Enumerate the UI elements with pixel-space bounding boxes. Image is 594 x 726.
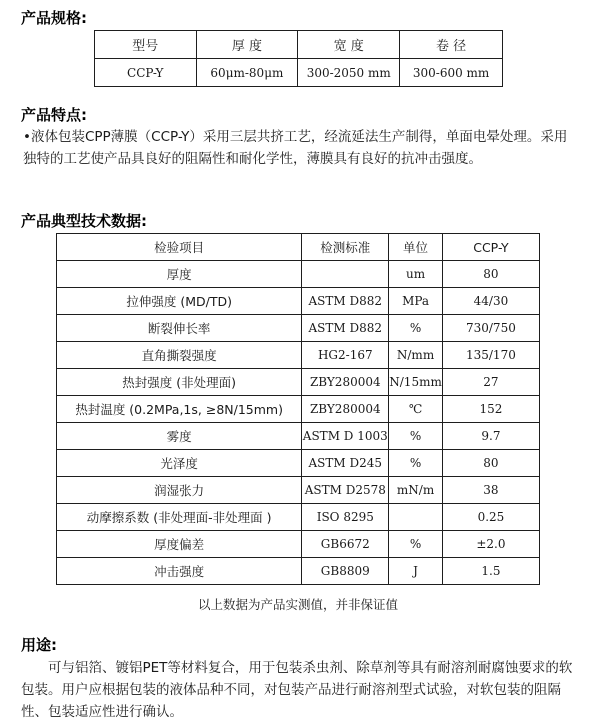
tech-header-unit: 单位 bbox=[389, 234, 443, 261]
usage-heading: 用途: bbox=[21, 636, 57, 654]
tech-value: 38 bbox=[442, 477, 539, 504]
table-row bbox=[57, 558, 540, 585]
tech-item: 热封强度 (非处理面) bbox=[57, 369, 302, 396]
tech-item: 断裂伸长率 bbox=[57, 315, 302, 342]
tech-value: 27 bbox=[442, 369, 539, 396]
spec-header-model: 型号 bbox=[95, 31, 197, 59]
table-row bbox=[57, 531, 540, 558]
features-text: •液体包装CPP薄膜（CCP-Y）采用三层共挤工艺，经流延法生产制得，单面电晕处理。采用独特的工艺使产品具良好的阻隔性和耐化学性，薄膜具有良好的抗冲击强度。 bbox=[23, 129, 568, 167]
tech-value: 1.5 bbox=[442, 558, 539, 585]
table-row bbox=[57, 477, 540, 504]
table-note: 以上数据为产品实测值，并非保证值 bbox=[197, 597, 398, 612]
tech-standard: ASTM D245 bbox=[302, 450, 389, 477]
tech-table bbox=[56, 233, 540, 585]
tech-unit: % bbox=[389, 315, 443, 342]
tech-value: 135/170 bbox=[442, 342, 539, 369]
tech-unit: % bbox=[389, 423, 443, 450]
table-row bbox=[57, 342, 540, 369]
tech-value: 730/750 bbox=[442, 315, 539, 342]
tech-standard: ASTM D882 bbox=[302, 315, 389, 342]
tech-unit: mN/m bbox=[389, 477, 443, 504]
tech-value: 44/30 bbox=[442, 288, 539, 315]
tech-item: 拉伸强度 (MD/TD) bbox=[57, 288, 302, 315]
tech-item: 动摩擦系数 (非处理面-非处理面 ) bbox=[57, 504, 302, 531]
spec-header-width: 宽 度 bbox=[298, 31, 400, 59]
tech-standard: ASTM D2578 bbox=[302, 477, 389, 504]
tech-unit: N/15mm bbox=[389, 369, 443, 396]
table-row bbox=[57, 315, 540, 342]
spec-thickness: 60μm-80μm bbox=[196, 59, 298, 87]
tech-item: 直角撕裂强度 bbox=[57, 342, 302, 369]
tech-unit: um bbox=[389, 261, 443, 288]
tech-unit bbox=[389, 504, 443, 531]
tech-value: 80 bbox=[442, 450, 539, 477]
tech-standard: ZBY280004 bbox=[302, 369, 389, 396]
tech-item: 雾度 bbox=[57, 423, 302, 450]
tech-header-item: 检验项目 bbox=[57, 234, 302, 261]
tech-header-standard: 检测标准 bbox=[302, 234, 389, 261]
table-row bbox=[57, 423, 540, 450]
tech-standard: ASTM D 1003 bbox=[302, 423, 389, 450]
table-row bbox=[57, 369, 540, 396]
tech-standard: ASTM D882 bbox=[302, 288, 389, 315]
tech-unit: N/mm bbox=[389, 342, 443, 369]
tech-unit: ℃ bbox=[389, 396, 443, 423]
tech-header-row bbox=[57, 234, 540, 261]
tech-standard: GB6672 bbox=[302, 531, 389, 558]
tech-value: ±2.0 bbox=[442, 531, 539, 558]
tech-heading: 产品典型技术数据: bbox=[21, 212, 147, 230]
tech-item: 光泽度 bbox=[57, 450, 302, 477]
table-row bbox=[57, 288, 540, 315]
spec-table bbox=[94, 30, 503, 87]
features-heading: 产品特点: bbox=[21, 106, 87, 124]
tech-unit: J bbox=[389, 558, 443, 585]
tech-item: 润湿张力 bbox=[57, 477, 302, 504]
tech-standard: GB8809 bbox=[302, 558, 389, 585]
usage-text: 可与铝箔、镀铝PET等材料复合，用于包装杀虫剂、除草剂等具有耐溶剂耐腐蚀要求的软包装。用户应根据包装的液体品种不同，对包装产品进行耐溶剂型式试验，对软包装的阻隔性、包装适应性进行确认。 bbox=[21, 660, 573, 720]
table-row bbox=[57, 450, 540, 477]
table-row bbox=[57, 261, 540, 288]
spec-heading: 产品规格: bbox=[21, 9, 87, 27]
tech-value: 80 bbox=[442, 261, 539, 288]
tech-value: 0.25 bbox=[442, 504, 539, 531]
spec-width: 300-2050 mm bbox=[298, 59, 400, 87]
spec-row bbox=[95, 59, 503, 87]
spec-header-row bbox=[95, 31, 503, 59]
tech-item: 冲击强度 bbox=[57, 558, 302, 585]
tech-unit: % bbox=[389, 531, 443, 558]
tech-standard: ISO 8295 bbox=[302, 504, 389, 531]
spec-header-roll-diameter: 卷 径 bbox=[400, 31, 503, 59]
table-row bbox=[57, 504, 540, 531]
tech-header-value: CCP-Y bbox=[442, 234, 539, 261]
tech-unit: % bbox=[389, 450, 443, 477]
tech-standard: HG2-167 bbox=[302, 342, 389, 369]
tech-item: 厚度偏差 bbox=[57, 531, 302, 558]
spec-model: CCP-Y bbox=[95, 59, 197, 87]
spec-header-thickness: 厚 度 bbox=[196, 31, 298, 59]
tech-value: 152 bbox=[442, 396, 539, 423]
tech-item: 热封温度 (0.2MPa,1s, ≥8N/15mm) bbox=[57, 396, 302, 423]
tech-value: 9.7 bbox=[442, 423, 539, 450]
tech-unit: MPa bbox=[389, 288, 443, 315]
tech-standard bbox=[302, 261, 389, 288]
tech-standard: ZBY280004 bbox=[302, 396, 389, 423]
table-row bbox=[57, 396, 540, 423]
tech-item: 厚度 bbox=[57, 261, 302, 288]
spec-roll-diameter: 300-600 mm bbox=[400, 59, 503, 87]
